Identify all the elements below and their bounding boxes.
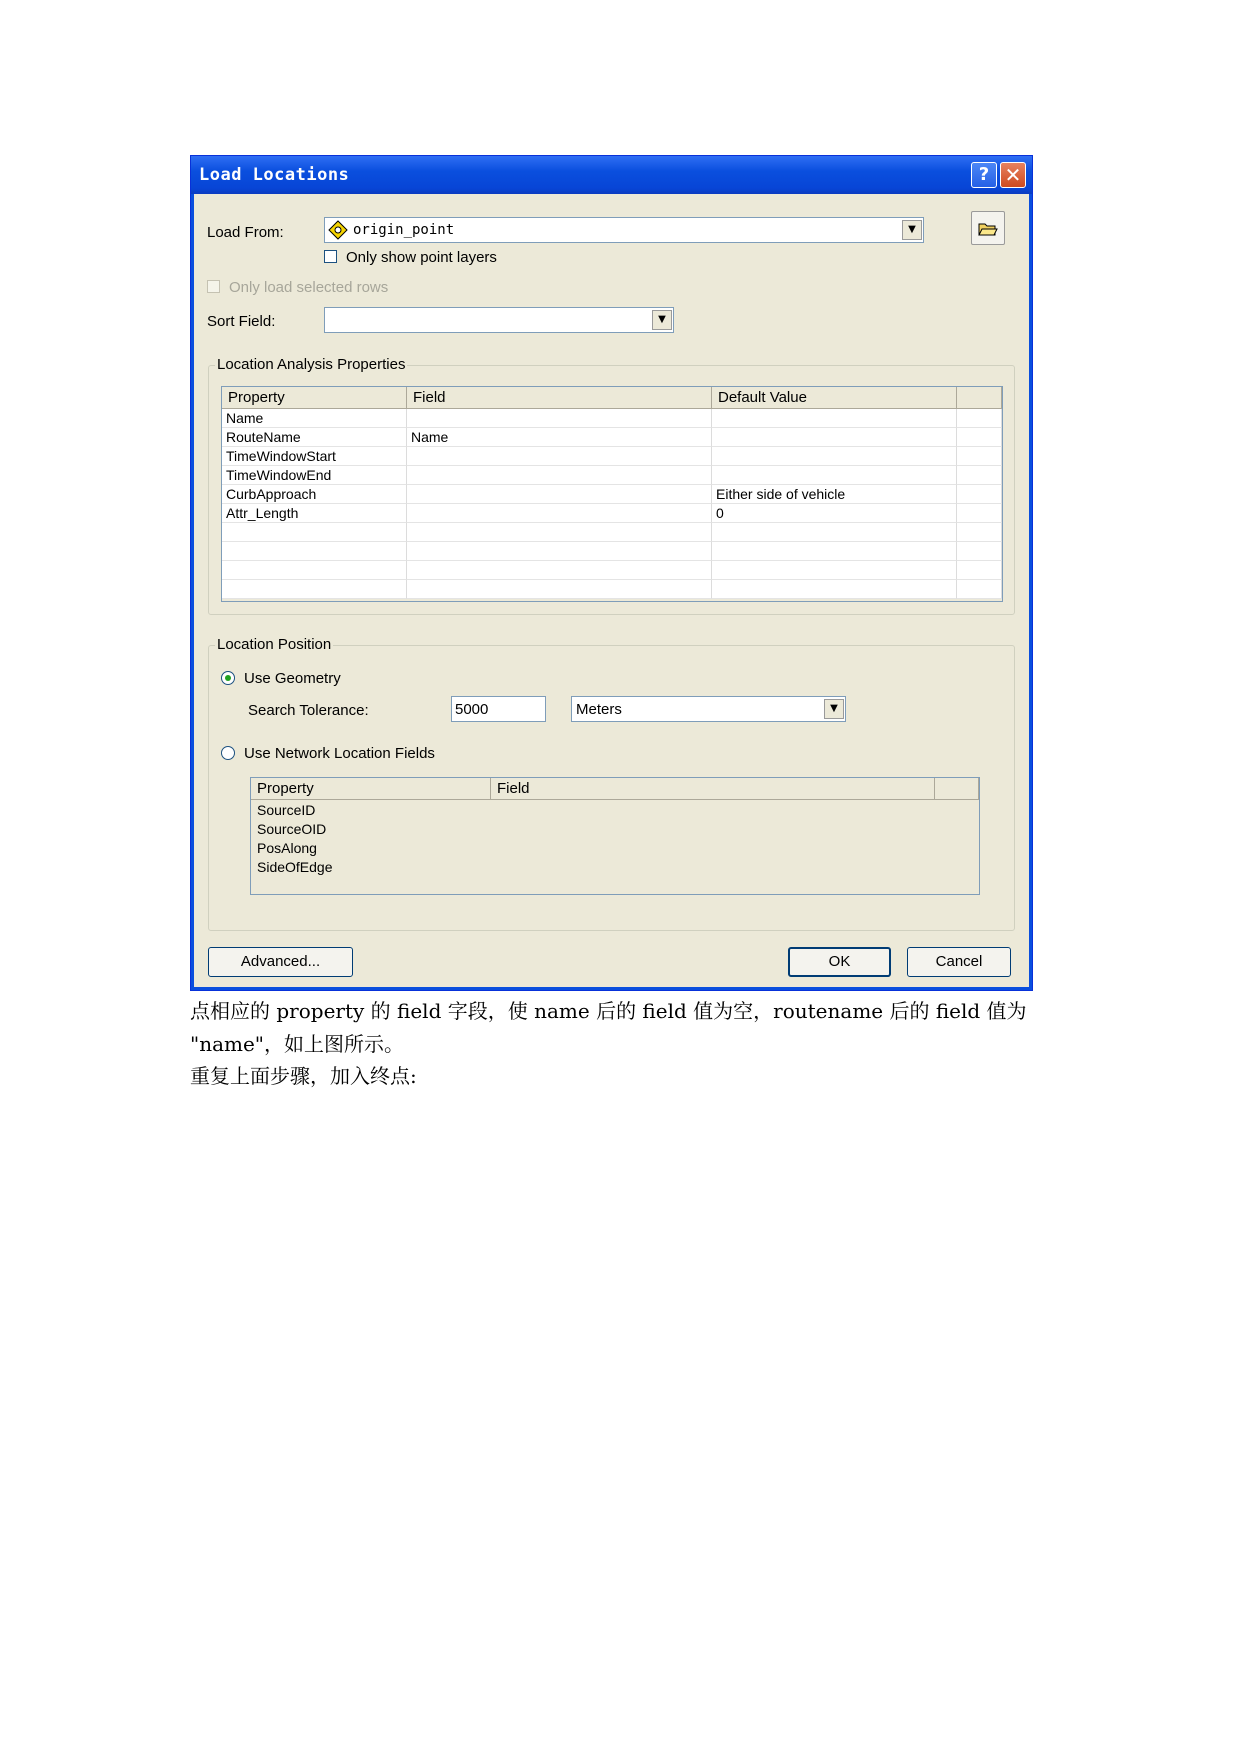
- analysis-group-title: Location Analysis Properties: [217, 356, 406, 373]
- dialog-title: Load Locations: [199, 165, 350, 185]
- column-header-field[interactable]: Field: [491, 778, 935, 800]
- dropdown-arrow-icon[interactable]: ▼: [652, 310, 672, 330]
- default-value-cell[interactable]: [712, 447, 957, 466]
- spacer-cell: [957, 466, 1002, 485]
- advanced-button[interactable]: Advanced...: [208, 947, 353, 977]
- list-item[interactable]: SourceID: [257, 802, 316, 818]
- load-locations-dialog: [190, 155, 1033, 991]
- field-cell[interactable]: Name: [407, 428, 712, 447]
- dropdown-arrow-icon[interactable]: ▼: [824, 699, 844, 719]
- spacer-cell: [957, 523, 1002, 542]
- dropdown-arrow-icon[interactable]: ▼: [902, 220, 922, 240]
- search-tolerance-input[interactable]: [451, 696, 546, 722]
- use-network-fields-radio[interactable]: [221, 746, 235, 760]
- property-cell[interactable]: [222, 542, 407, 561]
- field-cell[interactable]: [407, 561, 712, 580]
- table-row[interactable]: [222, 447, 1002, 466]
- window-frame: [191, 987, 1032, 990]
- units-combo[interactable]: [571, 696, 846, 722]
- sort-field-label: Sort Field:: [207, 313, 276, 330]
- property-cell[interactable]: [222, 561, 407, 580]
- field-cell[interactable]: [407, 542, 712, 561]
- list-item[interactable]: SideOfEdge: [257, 859, 333, 875]
- property-cell[interactable]: TimeWindowEnd: [222, 466, 407, 485]
- property-cell[interactable]: [222, 580, 407, 599]
- window-frame: [191, 194, 194, 990]
- table-row[interactable]: [222, 466, 1002, 485]
- field-cell[interactable]: [407, 409, 712, 428]
- table-row[interactable]: [222, 561, 1002, 580]
- default-value-cell[interactable]: [712, 409, 957, 428]
- units-value: Meters: [576, 701, 622, 718]
- property-cell[interactable]: [222, 523, 407, 542]
- table-row[interactable]: [222, 542, 1002, 561]
- load-from-value: origin_point: [353, 222, 455, 238]
- property-cell[interactable]: TimeWindowStart: [222, 447, 407, 466]
- only-point-layers-label: Only show point layers: [346, 249, 497, 266]
- column-header-default-value[interactable]: Default Value: [712, 387, 957, 409]
- spacer-cell: [957, 504, 1002, 523]
- network-fields-grid[interactable]: [250, 777, 980, 895]
- table-row[interactable]: [222, 409, 1002, 428]
- window-frame: [1029, 194, 1032, 990]
- help-icon[interactable]: ?: [971, 162, 997, 188]
- ok-button[interactable]: OK: [788, 947, 891, 977]
- field-cell[interactable]: [407, 580, 712, 599]
- open-folder-button[interactable]: [971, 211, 1005, 245]
- default-value-cell[interactable]: [712, 428, 957, 447]
- spacer-cell: [957, 447, 1002, 466]
- default-value-cell[interactable]: [712, 466, 957, 485]
- property-cell[interactable]: CurbApproach: [222, 485, 407, 504]
- default-value-cell[interactable]: [712, 561, 957, 580]
- spacer-cell: [957, 542, 1002, 561]
- column-header-spacer: [957, 387, 1002, 409]
- spacer-cell: [957, 409, 1002, 428]
- load-from-label: Load From:: [207, 224, 284, 241]
- default-value-cell[interactable]: 0: [712, 504, 957, 523]
- use-network-fields-label: Use Network Location Fields: [244, 745, 435, 762]
- default-value-cell[interactable]: [712, 580, 957, 599]
- default-value-cell[interactable]: Either side of vehicle: [712, 485, 957, 504]
- default-value-cell[interactable]: [712, 542, 957, 561]
- sort-field-combo[interactable]: [324, 307, 674, 333]
- cancel-button[interactable]: Cancel: [907, 947, 1011, 977]
- list-item[interactable]: SourceOID: [257, 821, 327, 837]
- analysis-properties-grid[interactable]: [221, 386, 1003, 602]
- column-header-field[interactable]: Field: [407, 387, 712, 409]
- column-header-spacer: [935, 778, 979, 800]
- property-cell[interactable]: RouteName: [222, 428, 407, 447]
- field-cell[interactable]: [407, 466, 712, 485]
- column-header-property[interactable]: Property: [251, 778, 491, 800]
- table-row[interactable]: [222, 523, 1002, 542]
- column-header-property[interactable]: Property: [222, 387, 407, 409]
- open-folder-icon: [978, 218, 998, 238]
- title-bar[interactable]: [191, 156, 1032, 194]
- list-item[interactable]: PosAlong: [257, 840, 317, 856]
- position-group-title: Location Position: [217, 636, 332, 653]
- table-row[interactable]: [222, 580, 1002, 599]
- spacer-cell: [957, 561, 1002, 580]
- table-row[interactable]: [222, 485, 1002, 504]
- field-cell[interactable]: [407, 485, 712, 504]
- spacer-cell: [957, 485, 1002, 504]
- only-selected-rows-checkbox[interactable]: [207, 280, 220, 293]
- point-layer-icon: [328, 220, 348, 240]
- close-icon[interactable]: ✕: [1000, 162, 1026, 188]
- spacer-cell: [957, 580, 1002, 599]
- spacer-cell: [957, 428, 1002, 447]
- use-geometry-label: Use Geometry: [244, 670, 341, 687]
- search-tolerance-value: 5000: [455, 701, 489, 718]
- paragraph-line: 点相应的 property 的 field 字段，使 name 后的 field 值为空，routename 后的 field 值为: [190, 999, 1027, 1023]
- only-selected-rows-label: Only load selected rows: [229, 279, 389, 296]
- load-from-combo[interactable]: [324, 217, 924, 243]
- only-point-layers-checkbox[interactable]: [324, 250, 337, 263]
- field-cell[interactable]: [407, 523, 712, 542]
- default-value-cell[interactable]: [712, 523, 957, 542]
- paragraph-line: 重复上面步骤，加入终点:: [190, 1064, 417, 1088]
- use-geometry-radio[interactable]: [221, 671, 235, 685]
- field-cell[interactable]: [407, 447, 712, 466]
- property-cell[interactable]: Name: [222, 409, 407, 428]
- table-row[interactable]: [222, 428, 1002, 447]
- field-cell[interactable]: [407, 504, 712, 523]
- property-cell[interactable]: Attr_Length: [222, 504, 407, 523]
- table-row[interactable]: [222, 504, 1002, 523]
- search-tolerance-label: Search Tolerance:: [248, 702, 369, 719]
- paragraph-line: "name"，如上图所示。: [190, 1032, 405, 1056]
